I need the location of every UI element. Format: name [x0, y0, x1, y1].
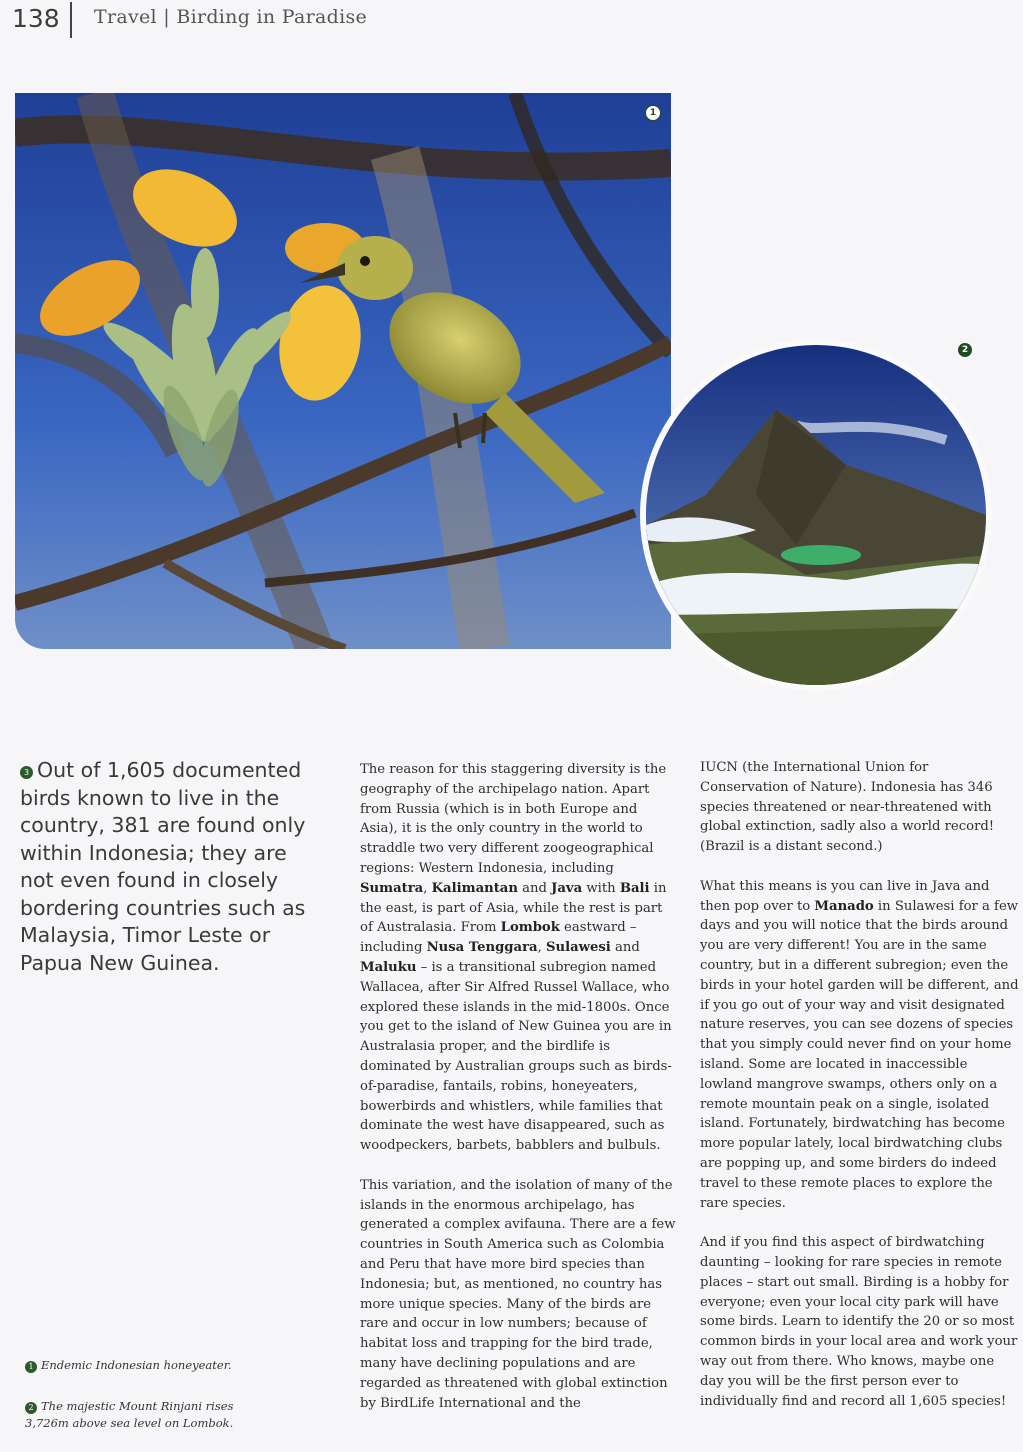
body-paragraph-1: The reason for this staggering diversity is the geography of the archipelago nation. Apart from Russia (which is in both Europe and Asia), it is the only country in the world to straddle two very different zoogeographical regions: Western Indonesia, including Sumatra, Kalimantan and Java with Bali in the east, is part of Asia, while the rest is part of Australasia. From Lombok eastward – including Nusa Tenggara, Sulawesi and Maluku – is a transitional subregion named Wallacea, after Sir Alfred Russel Wallace, who explored these islands in the mid-1800s. Once you get to the island of New Guinea you are in Australasia proper, and the birdlife is dominated by Australian groups such as birds-of-paradise, fantails, robins, honeyeaters, bowerbirds and whistlers, while families that dominate the west have disappeared, such as woodpeckers, barbets, babblers and bulbuls.: [360, 762, 672, 1154]
caption-1-text: Endemic Indonesian honeyeater.: [41, 1358, 232, 1372]
caption-2: [25, 1398, 245, 1432]
page-number: 138: [12, 4, 60, 33]
photo-number-1: 1: [645, 105, 661, 121]
body-paragraph-5: And if you find this aspect of birdwatching daunting – looking for rare species in remote places – start out small. Birding is a hobby for everyone; even your local city park will have some birds. Learn to identify the 20 or so most common birds in your local area and work your way out from there. Who knows, maybe one day you will be the first person ever to individually find and record all 1,605 species!: [700, 1235, 1018, 1409]
pull-quote: [20, 757, 320, 977]
place-manado: Manado: [814, 898, 874, 914]
place-sumatra: Sumatra: [360, 880, 424, 896]
body-column-1: [360, 760, 678, 1413]
caption-2-text: The majestic Mount Rinjani rises 3,726m above sea level on Lombok.: [25, 1399, 234, 1430]
body-paragraph-4: What this means is you can live in Java and then pop over to Manado in Sulawesi for a few days and you will notice that the birds around you are very different! You are in the same country, but in a different subregion; even the birds in your hotel garden will be different, and if you go out of your way and visit designated nature reserves, you can see dozens of species that you simply could never find on your home island. Some are located in inaccessible lowland mangrove swamps, others only on a remote mountain peak on a single, isolated island. Fortunately, birdwatching has become more popular lately, local birdwatching clubs are popping up, and some birders do indeed travel to these remote places to explore the rare species.: [700, 878, 1019, 1211]
place-nusa-tenggara: Nusa Tenggara: [426, 940, 538, 956]
pull-quote-text: Out of 1,605 documented birds known to live in the country, 381 are found only within Indonesia; they are not even found in closely bordering countries such as Malaysia, Timor Leste or Papua New Guinea.: [20, 758, 306, 975]
header-divider: [70, 2, 72, 38]
place-sulawesi: Sulawesi: [545, 940, 611, 956]
body-paragraph-2: This variation, and the isolation of many of the islands in the enormous archipelago, has generated a complex avifauna. There are a few countries in South America such as Colombia and Peru that have more bird species than Indonesia; but, as mentioned, no country has more unique species. Many of the birds are rare and occur in low numbers; because of habitat loss and trapping for the bird trade, many have declining populations and are regarded as threatened with global extinction by BirdLife International and the: [360, 1177, 676, 1411]
running-head: Travel | Birding in Paradise: [94, 6, 368, 28]
pull-quote-bullet: 3: [20, 766, 33, 779]
place-java: Java: [551, 880, 583, 896]
honeyeater-photo: [15, 93, 671, 649]
caption-1: [25, 1357, 245, 1374]
caption-2-number: 2: [25, 1402, 37, 1414]
place-lombok: Lombok: [500, 920, 560, 936]
body-column-2: [700, 758, 1020, 1411]
place-kalimantan: Kalimantan: [431, 880, 518, 896]
place-maluku: Maluku: [360, 959, 417, 975]
body-paragraph-3: IUCN (the International Union for Conservation of Nature). Indonesia has 346 species threatened or near-threatened with global extinction, sadly also a world record! (Brazil is a distant second.): [700, 760, 995, 855]
caption-1-number: 1: [25, 1361, 37, 1373]
place-bali: Bali: [619, 880, 650, 896]
mount-rinjani-photo: [640, 339, 992, 691]
photo-number-2: 2: [958, 343, 972, 357]
